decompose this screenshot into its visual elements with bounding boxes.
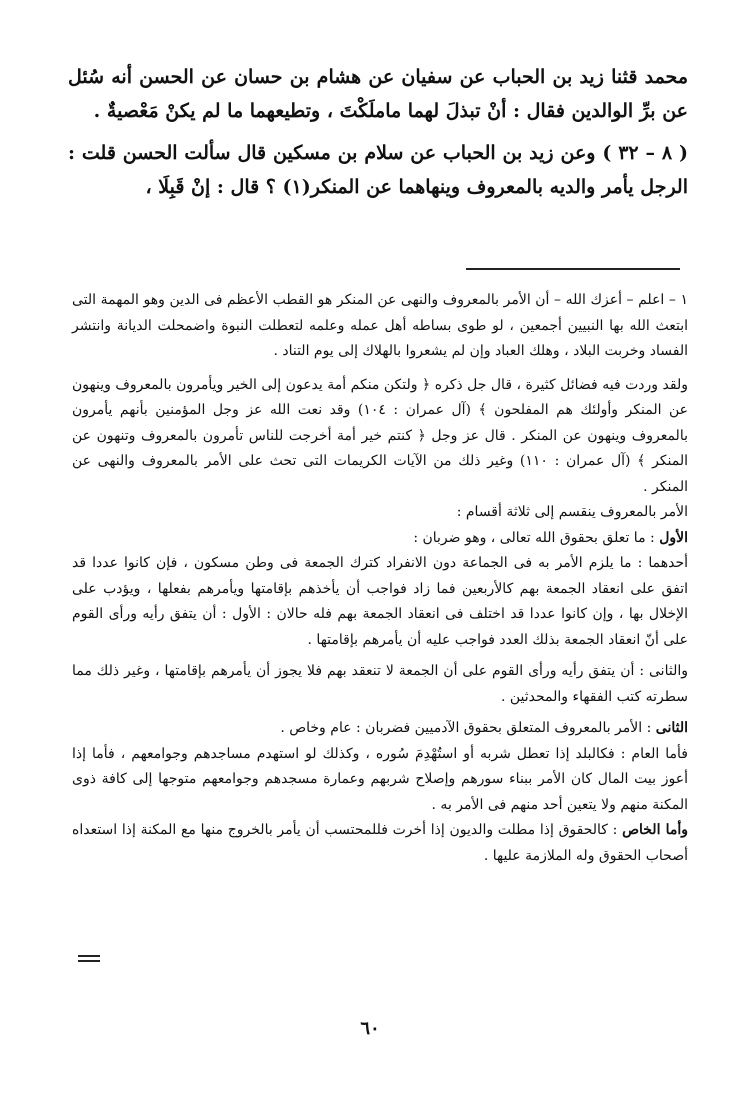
section-heading-first: الأول xyxy=(659,529,688,546)
footnote-block xyxy=(72,288,688,869)
main-paragraph-1: محمد قثنا زيد بن الحباب عن سفيان عن هشام بن حسان عن الحسن أنه سُئل عن برِّ الوالدين فقال : أنْ تبذلَ لهما ماملَكْتَ ، وتطيعهما ما لم يكنْ مَعْصيةٌ . xyxy=(68,66,688,122)
footnote-separator xyxy=(466,268,680,270)
main-text-block xyxy=(68,60,688,204)
continuation-mark xyxy=(78,955,100,965)
main-paragraph-2: ( ٨ – ٣٢ ) وعن زيد بن الحباب عن سلام بن مسكين قال سألت الحسن قلت : الرجل يأمر والديه بالمعروف وينهاهما عن المنكر(١) ؟ قال : إنْ قَبِلَا ، xyxy=(68,142,688,198)
footnote-paragraph-9 xyxy=(72,818,688,869)
footnote-paragraph-1: ١ – اعلم – أعزك الله – أن الأمر بالمعروف والنهى عن المنكر هو القطب الأعظم فى الدين وهو المهمة التى ابتعث الله بها النبيين أجمعين ، لو طوى بساطه أهل عمله وعلمه لتعطلت النبوة واضمحلت الديانة وانتشر الفساد وخربت البلاد ، وهلك العباد وإن لم يشعروا بالهلاك إلى يوم التناد . xyxy=(72,292,688,359)
footnote-paragraph-4-text: : ما تعلق بحقوق الله تعالى ، وهو ضربان : xyxy=(413,529,660,546)
section-heading-private: وأما الخاص xyxy=(622,822,688,838)
footnote-paragraph-7 xyxy=(72,716,688,742)
footnote-paragraph-9-text: : كالحقوق إذا مطلت والديون إذا أخرت فللمحتسب أن يأمر بالخروج منها مع المكنة إذا استعداه أصحاب الحقوق وله الملازمة عليها . xyxy=(72,822,688,864)
section-heading-second: الثانى xyxy=(655,720,688,736)
footnote-paragraph-8: فأما العام : فكالبلد إذا تعطل شربه أو استُهْدِمَ سُوره ، وكذلك لو استهدم مساجدهم وجوامعهم ، فأما إذا أعوز بيت المال كان الأمر ببناء سورهم وإصلاح شربهم وعمارة مسجدهم وجوامعهم متوجها إلى كافة ذوى المكنة منهم ولا يتعين أحد منهم فى الأمر به . xyxy=(72,745,688,813)
footnote-paragraph-6: والثانى : أن يتفق رأيه ورأى القوم على أن الجمعة لا تنعقد بهم فلا يجوز أن يأمرهم بإقامتها ، وغير ذلك مما سطرته كتب الفقهاء والمحدثين . xyxy=(72,663,688,705)
footnote-paragraph-2: ولقد وردت فيه فضائل كثيرة ، قال جل ذكره ﴿ ولتكن منكم أمة يدعون إلى الخير ويأمرون بالمعروف وينهون عن المنكر وأولئك هم المفلحون ﴾ (آل عمران : ١٠٤) وقد نعت الله عز وجل المؤمنين بأنهم يأمرون بالمعروف وينهون عن المنكر . قال عز وجل ﴿ كنتم خير أمة أخرجت للناس تأمرون بالمعروف وتنهون عن المنكر ﴾ (آل عمران : ١١٠) وغير ذلك من الآيات الكريمات التى تحث على الأمر بالمعروف والنهى عن المنكر . xyxy=(72,376,689,495)
footnote-paragraph-4 xyxy=(72,526,688,552)
footnote-paragraph-3: الأمر بالمعروف ينقسم إلى ثلاثة أقسام : xyxy=(456,504,688,520)
page-number: ٦٠ xyxy=(360,1018,380,1039)
footnote-paragraph-5: أحدهما : ما يلزم الأمر به فى الجماعة دون الانفراد كترك الجمعة فى وطن مسكون ، فإن كانوا عددا قد اتفق على انعقاد الجمعة بهم كالأربعين فما زاد فواجب أن يأخذهم بإقامتها ويأمرهم بفعلها ، ويؤدب على الإخلال بها ، وإن كانوا عددا قد اختلف فى انعقاد الجمعة بهم فله حالان : الأول : أن يتفق رأيه ورأى القوم على أنّ انعقاد الجمعة بذلك العدد فواجب عليه أن يأمرهم بإقامتها . xyxy=(72,555,688,648)
footnote-paragraph-7-text: : الأمر بالمعروف المتعلق بحقوق الآدميين فضربان : عام وخاص . xyxy=(280,720,656,736)
